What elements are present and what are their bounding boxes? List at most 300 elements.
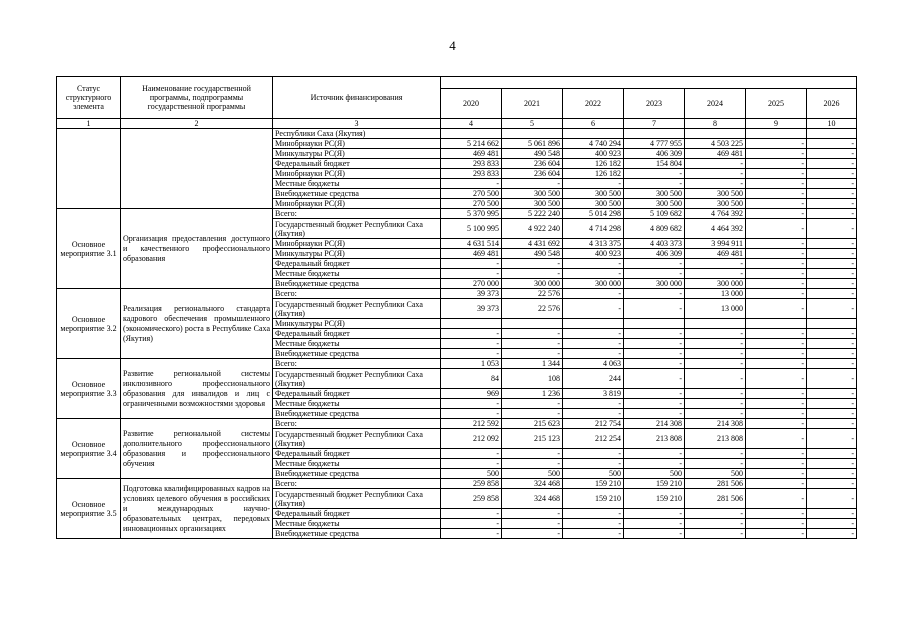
value-cell-2025: -: [746, 399, 807, 409]
value-cell-2025: -: [746, 449, 807, 459]
source-cell: Всего:: [273, 289, 441, 299]
value-cell-2020: -: [441, 349, 502, 359]
value-cell-2024: 4 764 392: [685, 209, 746, 219]
column-number: 5: [502, 119, 563, 129]
source-cell: Федеральный бюджет: [273, 509, 441, 519]
value-cell-2020: -: [441, 339, 502, 349]
value-cell-2022: -: [563, 339, 624, 349]
value-cell-2022: 159 210: [563, 479, 624, 489]
column-number: 2: [121, 119, 273, 129]
value-cell-2022: 300 500: [563, 189, 624, 199]
value-cell-2024: 281 506: [685, 489, 746, 509]
value-cell-2025: -: [746, 199, 807, 209]
value-cell-2022: -: [563, 259, 624, 269]
value-cell-2023: -: [624, 269, 685, 279]
value-cell-2022: -: [563, 409, 624, 419]
value-cell-2025: -: [746, 259, 807, 269]
value-cell-2023: -: [624, 459, 685, 469]
value-cell-2022: -: [563, 509, 624, 519]
source-cell: Всего:: [273, 209, 441, 219]
value-cell-2026: -: [807, 169, 857, 179]
value-cell-2026: -: [807, 219, 857, 239]
table-row: [57, 359, 857, 369]
header-year: 2022: [563, 89, 624, 119]
source-cell: Местные бюджеты: [273, 399, 441, 409]
value-cell-2023: -: [624, 529, 685, 539]
header-year: 2026: [807, 89, 857, 119]
value-cell-2026: -: [807, 179, 857, 189]
value-cell-2022: 300 000: [563, 279, 624, 289]
value-cell-2024: -: [685, 259, 746, 269]
value-cell-2020: 212 092: [441, 429, 502, 449]
value-cell-2025: -: [746, 419, 807, 429]
value-cell-2023: -: [624, 259, 685, 269]
value-cell-2023: 300 500: [624, 189, 685, 199]
value-cell-2025: -: [746, 369, 807, 389]
value-cell-2021: -: [502, 459, 563, 469]
source-cell: Государственный бюджет Республики Саха (Якутия): [273, 299, 441, 319]
value-cell-2022: 126 182: [563, 159, 624, 169]
value-cell-2026: -: [807, 249, 857, 259]
value-cell-2020: 469 481: [441, 149, 502, 159]
source-cell: Минкультуры РС(Я): [273, 249, 441, 259]
value-cell-2025: -: [746, 489, 807, 509]
value-cell-2024: 4 464 392: [685, 219, 746, 239]
value-cell-2026: -: [807, 349, 857, 359]
value-cell-2023: [624, 129, 685, 139]
value-cell-2023: 500: [624, 469, 685, 479]
value-cell-2020: 259 858: [441, 479, 502, 489]
value-cell-2021: -: [502, 269, 563, 279]
value-cell-2024: -: [685, 449, 746, 459]
value-cell-2026: -: [807, 239, 857, 249]
value-cell-2024: 13 000: [685, 289, 746, 299]
value-cell-2026: -: [807, 409, 857, 419]
value-cell-2021: 215 623: [502, 419, 563, 429]
value-cell-2025: -: [746, 269, 807, 279]
status-cell: [57, 129, 121, 209]
value-cell-2020: 500: [441, 469, 502, 479]
value-cell-2021: 4 922 240: [502, 219, 563, 239]
value-cell-2023: -: [624, 389, 685, 399]
status-cell: Основное мероприятие 3.4: [57, 419, 121, 479]
value-cell-2026: -: [807, 149, 857, 159]
value-cell-2026: -: [807, 139, 857, 149]
value-cell-2023: 406 309: [624, 149, 685, 159]
value-cell-2022: 212 754: [563, 419, 624, 429]
header-year: 2020: [441, 89, 502, 119]
value-cell-2020: 39 373: [441, 289, 502, 299]
source-cell: Минобрнауки РС(Я): [273, 199, 441, 209]
value-cell-2026: -: [807, 399, 857, 409]
table-row: [57, 209, 857, 219]
header-year: 2023: [624, 89, 685, 119]
value-cell-2024: -: [685, 269, 746, 279]
value-cell-2023: 214 308: [624, 419, 685, 429]
value-cell-2023: -: [624, 289, 685, 299]
status-cell: Основное мероприятие 3.2: [57, 289, 121, 359]
value-cell-2022: -: [563, 299, 624, 319]
value-cell-2022: -: [563, 179, 624, 189]
column-number: 9: [746, 119, 807, 129]
value-cell-2024: 213 808: [685, 429, 746, 449]
value-cell-2021: 1 236: [502, 389, 563, 399]
source-cell: Федеральный бюджет: [273, 159, 441, 169]
source-cell: Минобрнауки РС(Я): [273, 169, 441, 179]
source-cell: Государственный бюджет Республики Саха (Якутия): [273, 219, 441, 239]
value-cell-2025: -: [746, 509, 807, 519]
financing-table: [56, 76, 857, 539]
value-cell-2024: -: [685, 159, 746, 169]
value-cell-2023: 5 109 682: [624, 209, 685, 219]
value-cell-2021: 490 548: [502, 149, 563, 159]
value-cell-2026: -: [807, 289, 857, 299]
value-cell-2022: -: [563, 349, 624, 359]
value-cell-2022: 500: [563, 469, 624, 479]
value-cell-2025: -: [746, 139, 807, 149]
value-cell-2025: -: [746, 149, 807, 159]
value-cell-2021: 324 468: [502, 489, 563, 509]
value-cell-2021: -: [502, 329, 563, 339]
value-cell-2020: -: [441, 329, 502, 339]
value-cell-2020: -: [441, 509, 502, 519]
name-cell: Развитие региональной системы инклюзивного профессионального образования для инвалидов и лиц с ограниченными возможностями здоровья: [121, 359, 273, 419]
value-cell-2022: -: [563, 529, 624, 539]
value-cell-2021: 236 604: [502, 159, 563, 169]
value-cell-2026: -: [807, 509, 857, 519]
value-cell-2025: -: [746, 409, 807, 419]
value-cell-2025: -: [746, 169, 807, 179]
value-cell-2020: -: [441, 519, 502, 529]
value-cell-2024: 469 481: [685, 249, 746, 259]
value-cell-2024: 300 500: [685, 199, 746, 209]
value-cell-2021: -: [502, 519, 563, 529]
value-cell-2026: -: [807, 459, 857, 469]
value-cell-2026: -: [807, 159, 857, 169]
value-cell-2021: -: [502, 339, 563, 349]
value-cell-2020: -: [441, 459, 502, 469]
value-cell-2021: -: [502, 449, 563, 459]
source-cell: Минкультуры РС(Я): [273, 149, 441, 159]
table-row: [57, 479, 857, 489]
value-cell-2023: -: [624, 409, 685, 419]
value-cell-2020: 5 214 662: [441, 139, 502, 149]
table-body: [57, 129, 857, 539]
value-cell-2024: -: [685, 359, 746, 369]
value-cell-2020: 5 370 995: [441, 209, 502, 219]
value-cell-2025: -: [746, 249, 807, 259]
value-cell-2026: -: [807, 449, 857, 459]
value-cell-2020: -: [441, 529, 502, 539]
value-cell-2021: -: [502, 529, 563, 539]
value-cell-2022: [563, 319, 624, 329]
value-cell-2024: 469 481: [685, 149, 746, 159]
value-cell-2021: -: [502, 179, 563, 189]
value-cell-2025: -: [746, 429, 807, 449]
value-cell-2026: -: [807, 259, 857, 269]
value-cell-2021: -: [502, 399, 563, 409]
value-cell-2021: -: [502, 259, 563, 269]
value-cell-2024: 500: [685, 469, 746, 479]
value-cell-2023: -: [624, 369, 685, 389]
table-row: [57, 289, 857, 299]
value-cell-2021: 324 468: [502, 479, 563, 489]
value-cell-2024: 281 506: [685, 479, 746, 489]
value-cell-2021: 5 222 240: [502, 209, 563, 219]
source-cell: Всего:: [273, 419, 441, 429]
value-cell-2020: 39 373: [441, 299, 502, 319]
value-cell-2024: -: [685, 179, 746, 189]
value-cell-2020: 212 592: [441, 419, 502, 429]
value-cell-2021: 300 500: [502, 189, 563, 199]
value-cell-2020: 4 631 514: [441, 239, 502, 249]
value-cell-2025: -: [746, 329, 807, 339]
value-cell-2023: -: [624, 399, 685, 409]
value-cell-2020: -: [441, 409, 502, 419]
value-cell-2021: -: [502, 349, 563, 359]
value-cell-2024: -: [685, 349, 746, 359]
value-cell-2024: 300 000: [685, 279, 746, 289]
source-cell: Минкультуры РС(Я): [273, 319, 441, 329]
value-cell-2020: -: [441, 399, 502, 409]
value-cell-2025: -: [746, 519, 807, 529]
value-cell-2023: 213 808: [624, 429, 685, 449]
value-cell-2020: 270 000: [441, 279, 502, 289]
value-cell-2022: 212 254: [563, 429, 624, 449]
value-cell-2022: 4 714 298: [563, 219, 624, 239]
value-cell-2020: -: [441, 259, 502, 269]
value-cell-2022: 300 500: [563, 199, 624, 209]
value-cell-2025: -: [746, 339, 807, 349]
value-cell-2022: -: [563, 289, 624, 299]
value-cell-2020: 1 053: [441, 359, 502, 369]
source-cell: Федеральный бюджет: [273, 329, 441, 339]
value-cell-2026: -: [807, 339, 857, 349]
value-cell-2025: -: [746, 239, 807, 249]
value-cell-2024: -: [685, 329, 746, 339]
value-cell-2020: 270 500: [441, 189, 502, 199]
source-cell: Внебюджетные средства: [273, 469, 441, 479]
value-cell-2023: 4 403 373: [624, 239, 685, 249]
value-cell-2026: -: [807, 529, 857, 539]
value-cell-2022: -: [563, 269, 624, 279]
header-year: 2024: [685, 89, 746, 119]
value-cell-2023: [624, 319, 685, 329]
value-cell-2024: [685, 129, 746, 139]
value-cell-2022: -: [563, 459, 624, 469]
column-number: 3: [273, 119, 441, 129]
name-cell: Развитие региональной системы дополнительного профессионального образования и профессионального обучения: [121, 419, 273, 479]
value-cell-2024: -: [685, 389, 746, 399]
column-number: 8: [685, 119, 746, 129]
table-row: [57, 129, 857, 139]
value-cell-2026: -: [807, 209, 857, 219]
value-cell-2022: 400 923: [563, 249, 624, 259]
value-cell-2020: [441, 319, 502, 329]
value-cell-2022: 4 313 375: [563, 239, 624, 249]
value-cell-2023: -: [624, 449, 685, 459]
value-cell-2021: 236 604: [502, 169, 563, 179]
value-cell-2025: -: [746, 179, 807, 189]
value-cell-2025: -: [746, 189, 807, 199]
value-cell-2020: 270 500: [441, 199, 502, 209]
source-cell: Государственный бюджет Республики Саха (Якутия): [273, 369, 441, 389]
value-cell-2024: -: [685, 529, 746, 539]
value-cell-2026: -: [807, 299, 857, 319]
source-cell: Местные бюджеты: [273, 339, 441, 349]
value-cell-2021: 22 576: [502, 289, 563, 299]
value-cell-2023: 159 210: [624, 479, 685, 489]
value-cell-2026: -: [807, 469, 857, 479]
value-cell-2026: -: [807, 189, 857, 199]
value-cell-2026: -: [807, 479, 857, 489]
value-cell-2020: 84: [441, 369, 502, 389]
source-cell: Внебюджетные средства: [273, 529, 441, 539]
value-cell-2023: -: [624, 329, 685, 339]
value-cell-2024: -: [685, 369, 746, 389]
header-year: 2025: [746, 89, 807, 119]
table-row: [57, 419, 857, 429]
value-cell-2025: -: [746, 159, 807, 169]
value-cell-2025: -: [746, 279, 807, 289]
value-cell-2024: 3 994 911: [685, 239, 746, 249]
value-cell-2024: 13 000: [685, 299, 746, 319]
value-cell-2022: -: [563, 449, 624, 459]
source-cell: Внебюджетные средства: [273, 349, 441, 359]
source-cell: Республики Саха (Якутия): [273, 129, 441, 139]
source-cell: Всего:: [273, 479, 441, 489]
value-cell-2025: [746, 129, 807, 139]
source-cell: Местные бюджеты: [273, 519, 441, 529]
value-cell-2022: 3 819: [563, 389, 624, 399]
source-cell: Минобрнауки РС(Я): [273, 139, 441, 149]
column-number: 7: [624, 119, 685, 129]
value-cell-2024: -: [685, 169, 746, 179]
source-cell: Государственный бюджет Республики Саха (Якутия): [273, 429, 441, 449]
value-cell-2023: 300 500: [624, 199, 685, 209]
value-cell-2021: 500: [502, 469, 563, 479]
value-cell-2022: 5 014 298: [563, 209, 624, 219]
header-year: 2021: [502, 89, 563, 119]
value-cell-2026: -: [807, 329, 857, 339]
value-cell-2025: -: [746, 389, 807, 399]
value-cell-2022: -: [563, 399, 624, 409]
value-cell-2024: -: [685, 459, 746, 469]
value-cell-2020: 469 481: [441, 249, 502, 259]
value-cell-2022: 4 740 294: [563, 139, 624, 149]
value-cell-2026: -: [807, 279, 857, 289]
source-cell: Внебюджетные средства: [273, 189, 441, 199]
value-cell-2021: 5 061 896: [502, 139, 563, 149]
column-number: 6: [563, 119, 624, 129]
value-cell-2021: 300 000: [502, 279, 563, 289]
value-cell-2024: 214 308: [685, 419, 746, 429]
value-cell-2022: 126 182: [563, 169, 624, 179]
source-cell: Федеральный бюджет: [273, 259, 441, 269]
value-cell-2023: -: [624, 349, 685, 359]
value-cell-2024: -: [685, 399, 746, 409]
source-cell: Местные бюджеты: [273, 179, 441, 189]
value-cell-2023: 159 210: [624, 489, 685, 509]
source-cell: Государственный бюджет Республики Саха (Якутия): [273, 489, 441, 509]
value-cell-2026: -: [807, 199, 857, 209]
value-cell-2021: [502, 319, 563, 329]
value-cell-2021: 108: [502, 369, 563, 389]
value-cell-2026: -: [807, 419, 857, 429]
status-cell: Основное мероприятие 3.3: [57, 359, 121, 419]
page-number: 4: [449, 38, 456, 53]
value-cell-2025: -: [746, 359, 807, 369]
value-cell-2025: -: [746, 529, 807, 539]
header-years-group: [441, 77, 857, 89]
value-cell-2023: 406 309: [624, 249, 685, 259]
value-cell-2020: 293 833: [441, 169, 502, 179]
column-number: 4: [441, 119, 502, 129]
value-cell-2020: 259 858: [441, 489, 502, 509]
value-cell-2023: 300 000: [624, 279, 685, 289]
value-cell-2024: 4 503 225: [685, 139, 746, 149]
value-cell-2025: -: [746, 219, 807, 239]
value-cell-2021: 215 123: [502, 429, 563, 449]
value-cell-2022: -: [563, 329, 624, 339]
value-cell-2024: -: [685, 519, 746, 529]
value-cell-2026: -: [807, 429, 857, 449]
value-cell-2026: -: [807, 369, 857, 389]
value-cell-2020: -: [441, 269, 502, 279]
name-cell: Реализация регионального стандарта кадрового обеспечения промышленного (экономического) роста в Республике Саха (Якутия): [121, 289, 273, 359]
name-cell: [121, 129, 273, 209]
source-cell: Местные бюджеты: [273, 269, 441, 279]
source-cell: Всего:: [273, 359, 441, 369]
value-cell-2021: 490 548: [502, 249, 563, 259]
source-cell: Внебюджетные средства: [273, 279, 441, 289]
value-cell-2022: 244: [563, 369, 624, 389]
value-cell-2023: -: [624, 179, 685, 189]
value-cell-2026: -: [807, 489, 857, 509]
source-cell: Внебюджетные средства: [273, 409, 441, 419]
value-cell-2025: -: [746, 479, 807, 489]
value-cell-2026: -: [807, 519, 857, 529]
value-cell-2020: -: [441, 179, 502, 189]
value-cell-2026: -: [807, 269, 857, 279]
header-source: Источник финансирования: [273, 77, 441, 119]
status-cell: Основное мероприятие 3.1: [57, 209, 121, 289]
value-cell-2020: -: [441, 449, 502, 459]
source-cell: Минобрнауки РС(Я): [273, 239, 441, 249]
value-cell-2025: -: [746, 469, 807, 479]
value-cell-2023: -: [624, 519, 685, 529]
value-cell-2023: -: [624, 359, 685, 369]
name-cell: Организация предоставления доступного и качественного профессионального образования: [121, 209, 273, 289]
value-cell-2022: 4 063: [563, 359, 624, 369]
value-cell-2020: 293 833: [441, 159, 502, 169]
value-cell-2022: [563, 129, 624, 139]
value-cell-2026: -: [807, 359, 857, 369]
source-cell: Федеральный бюджет: [273, 449, 441, 459]
value-cell-2023: 4 777 955: [624, 139, 685, 149]
value-cell-2026: -: [807, 389, 857, 399]
value-cell-2021: -: [502, 409, 563, 419]
value-cell-2024: -: [685, 409, 746, 419]
value-cell-2025: -: [746, 349, 807, 359]
value-cell-2025: -: [746, 209, 807, 219]
value-cell-2021: -: [502, 509, 563, 519]
value-cell-2024: -: [685, 509, 746, 519]
value-cell-2021: 1 344: [502, 359, 563, 369]
column-number: 10: [807, 119, 857, 129]
value-cell-2025: -: [746, 289, 807, 299]
value-cell-2021: [502, 129, 563, 139]
